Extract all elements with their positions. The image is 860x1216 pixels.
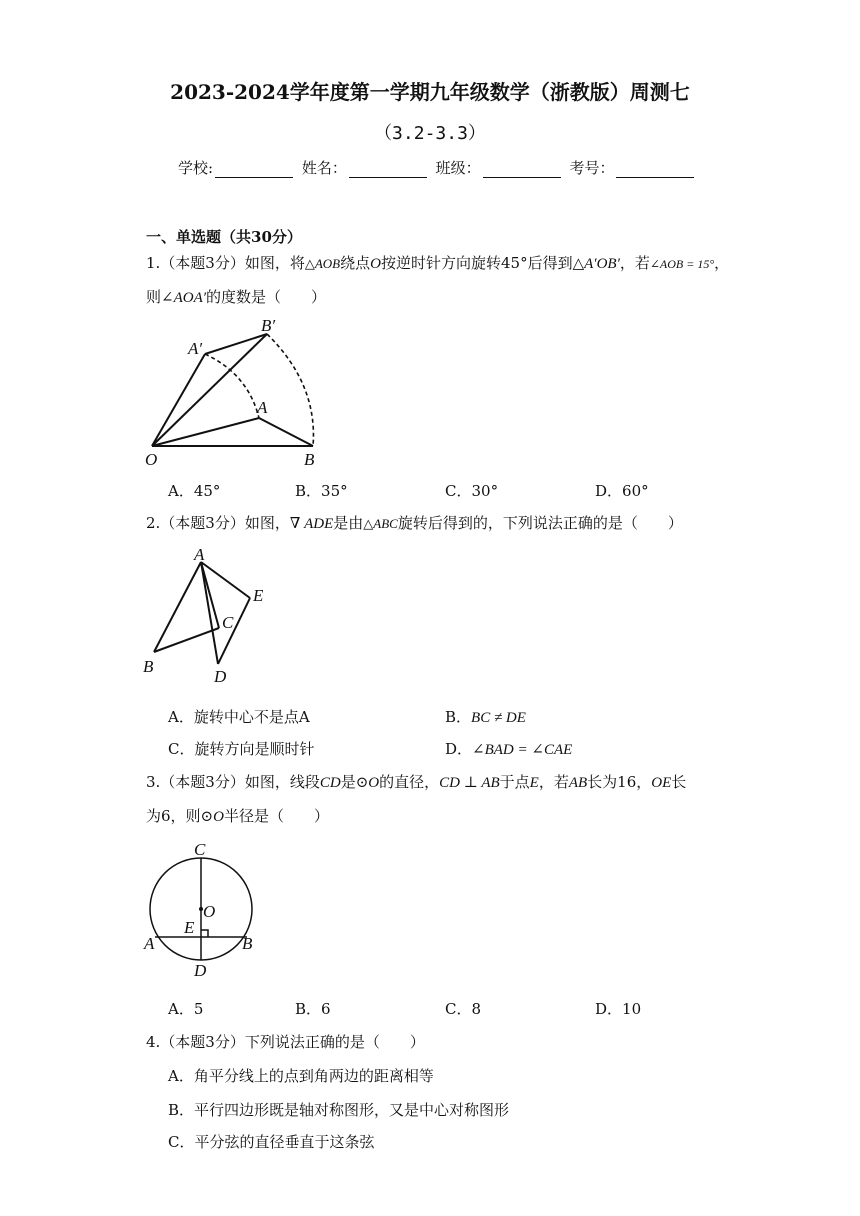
q1-segment-OB1 — [152, 334, 267, 446]
q3-right-angle-mark — [201, 930, 208, 937]
q3-label-A: A — [144, 934, 155, 953]
name-field[interactable] — [349, 163, 427, 178]
q4-option-b[interactable]: B．平行四边形既是轴对称图形，又是中心对称图形 — [168, 1101, 510, 1119]
q1-figure — [140, 312, 340, 472]
section-heading: 一、单选题（共30分） — [146, 228, 302, 246]
q3-stem-line1: 3.（本题3分）如图，线段CD是⊙O的直径，CD ⊥ AB于点E，若AB长为16，OE长 — [146, 773, 687, 791]
q2-option-c[interactable]: C．旋转方向是顺时针 — [168, 740, 315, 758]
class-label: 班级： — [435, 159, 481, 177]
q3-option-a[interactable]: A．5 — [168, 1000, 204, 1018]
page-title: 2023-2024学年度第一学期九年级数学（浙教版）周测七 — [170, 80, 690, 104]
exam-no-field[interactable] — [616, 163, 694, 178]
q2-stem: 2.（本题3分）如图，∇ ADE是由△ABC旋转后得到的，下列说法正确的是（ ） — [146, 514, 683, 532]
q1-segment-OA — [152, 418, 259, 446]
q1-label-O: O — [145, 450, 158, 469]
q1-option-a[interactable]: A．45° — [168, 482, 221, 500]
q2-label-B: B — [143, 657, 154, 676]
class-field[interactable] — [483, 163, 561, 178]
q3-stem-line2: 为6，则⊙O半径是（ ） — [146, 807, 329, 825]
q2-label-E: E — [253, 586, 264, 605]
q2-label-A: A — [194, 545, 205, 564]
q3-option-c[interactable]: C．8 — [445, 1000, 482, 1018]
q1-option-d[interactable]: D．60° — [595, 482, 649, 500]
q3-option-d[interactable]: D．10 — [595, 1000, 642, 1018]
q1-option-c[interactable]: C．30° — [445, 482, 499, 500]
q3-label-E: E — [184, 918, 195, 937]
q3-figure — [140, 836, 270, 986]
q2-figure — [140, 540, 280, 690]
q1-arc-BB1 — [267, 334, 313, 446]
q1-segment-OA1 — [152, 354, 205, 446]
q3-label-C: C — [194, 840, 206, 859]
q1-label-A1: A′ — [188, 339, 203, 358]
q1-option-b[interactable]: B．35° — [295, 482, 348, 500]
q1-segment-AB — [259, 418, 313, 446]
q1-label-A: A — [257, 398, 268, 417]
q1-stem-line2: 则∠AOA′的度数是（ ） — [146, 288, 327, 306]
q3-label-B: B — [242, 934, 253, 953]
q4-option-c[interactable]: C．平分弦的直径垂直于这条弦 — [168, 1133, 375, 1151]
q3-option-b[interactable]: B．6 — [295, 1000, 331, 1018]
exam-no-label: 考号： — [569, 159, 615, 177]
q2-option-d[interactable]: D．∠BAD = ∠CAE — [445, 740, 573, 758]
q3-label-D: D — [194, 961, 207, 980]
page-subtitle: （3.2-3.3） — [374, 123, 486, 144]
q2-segment-AB — [154, 562, 201, 652]
student-info-line — [178, 157, 698, 178]
q1-label-B1: B′ — [261, 316, 276, 335]
school-label: 学校: — [178, 159, 214, 177]
name-label: 姓名： — [301, 159, 347, 177]
q2-option-b[interactable]: B．BC ≠ DE — [445, 708, 526, 726]
q4-stem: 4.（本题3分）下列说法正确的是（ ） — [146, 1033, 425, 1051]
q1-stem-line1: 1.（本题3分）如图，将△AOB绕点O按逆时针方向旋转45°后得到△A′OB′，若∠AOB = 15°， — [146, 254, 730, 272]
q2-option-a[interactable]: A．旋转中心不是点A — [168, 708, 310, 726]
q2-label-D: D — [214, 667, 227, 686]
q1-label-B: B — [304, 450, 315, 469]
school-field[interactable] — [215, 163, 293, 178]
q4-option-a[interactable]: A．角平分线上的点到角两边的距离相等 — [168, 1067, 434, 1085]
q2-label-C: C — [222, 613, 234, 632]
q3-label-O: O — [203, 902, 216, 921]
